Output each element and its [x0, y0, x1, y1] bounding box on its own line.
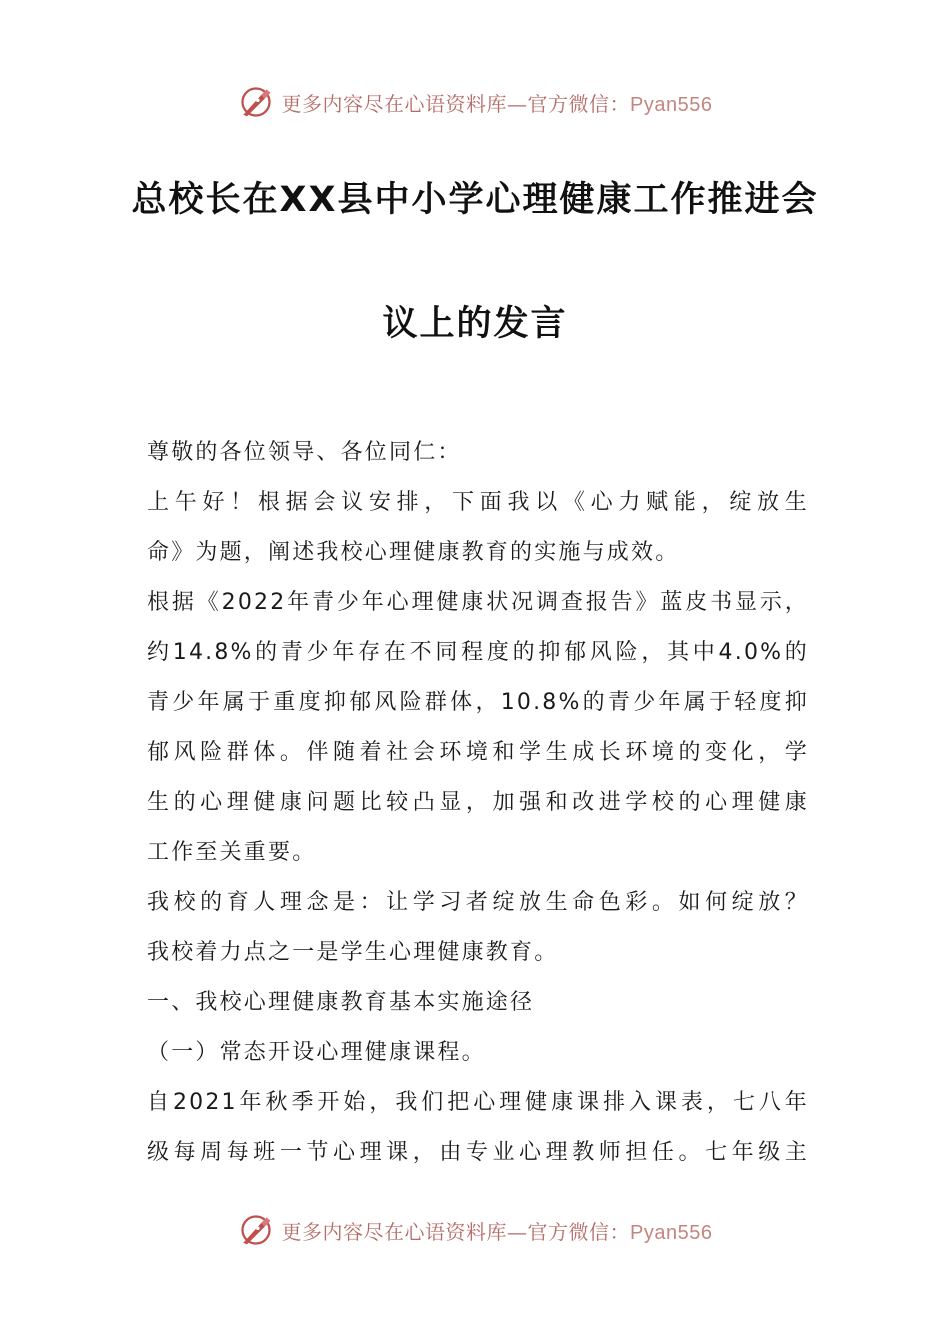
- header-banner: [0, 82, 950, 122]
- body-line: 工作至关重要。: [147, 840, 317, 865]
- header-banner-text: [282, 88, 713, 117]
- body-line: 我校着力点之一是学生心理健康教育。: [147, 940, 559, 965]
- footer-banner: [0, 1210, 950, 1250]
- body-line: 青少年属于重度抑郁风险群体，10.8%的青少年属于轻度抑: [147, 690, 809, 715]
- pen-nib-logo-icon: [238, 1212, 274, 1248]
- body-line: 命》为题，阐述我校心理健康教育的实施与成效。: [147, 540, 680, 565]
- document-body: [147, 428, 809, 1178]
- footer-banner-handle: Pyan556: [630, 1221, 713, 1244]
- subsection-heading: （一）常态开设心理健康课程。: [147, 1040, 486, 1065]
- body-line: 尊敬的各位领导、各位同仁：: [147, 440, 462, 465]
- body-line: 生的心理健康问题比较凸显，加强和改进学校的心理健康: [147, 790, 809, 815]
- body-line: 约14.8%的青少年存在不同程度的抑郁风险，其中4.0%的: [147, 640, 809, 665]
- document-title-line-2: 议上的发言: [382, 304, 568, 344]
- body-line: 级每周每班一节心理课，由专业心理教师担任。七年级主: [147, 1140, 809, 1165]
- document-title-line-1: 总校长在XX县中小学心理健康工作推进会: [131, 180, 819, 220]
- body-line: 自2021年秋季开始，我们把心理健康课排入课表，七八年: [147, 1090, 809, 1115]
- section-heading: 一、我校心理健康教育基本实施途径: [147, 990, 535, 1015]
- body-line: 我校的育人理念是：让学习者绽放生命色彩。如何绽放？: [147, 890, 809, 915]
- footer-banner-text: [282, 1216, 713, 1245]
- header-banner-handle: Pyan556: [630, 93, 713, 116]
- header-banner-label: 更多内容尽在心语资料库—官方微信：: [281, 91, 631, 116]
- body-line: 根据《2022年青少年心理健康状况调查报告》蓝皮书显示，: [147, 590, 809, 615]
- body-line: 郁风险群体。伴随着社会环境和学生成长环境的变化，学: [147, 740, 809, 765]
- body-line: 上午好！根据会议安排，下面我以《心力赋能，绽放生: [147, 490, 809, 515]
- footer-banner-label: 更多内容尽在心语资料库—官方微信：: [281, 1219, 631, 1244]
- pen-nib-logo-icon: [238, 84, 274, 120]
